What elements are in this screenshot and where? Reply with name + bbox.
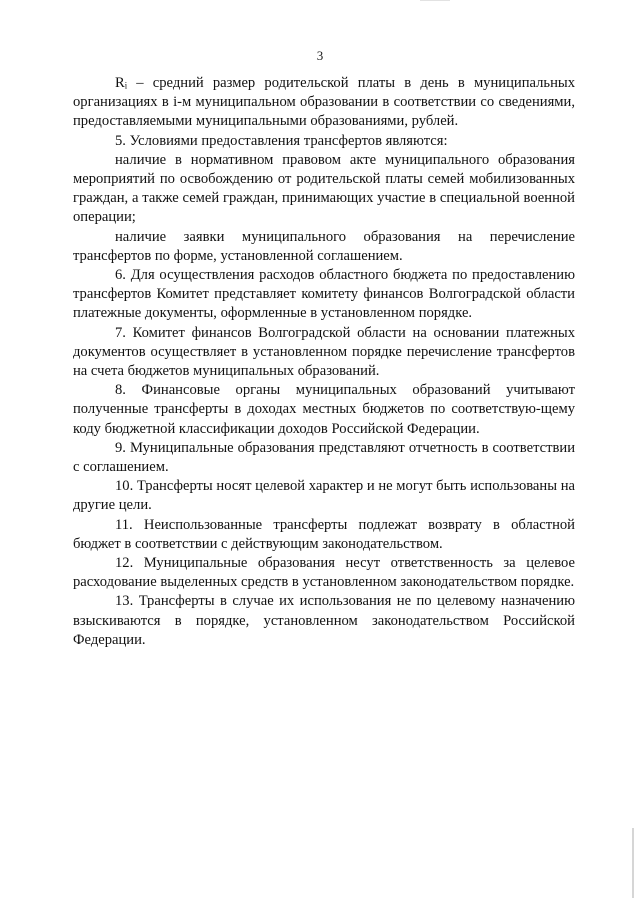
paragraph-condition-legal-act: наличие в нормативном правовом акте муниципального образования мероприятий по освобождению от родительской платы семей мобилизованных граждан, а также семей граждан, принимающих участие в специальной военной операции; <box>73 151 575 226</box>
scan-artifact-top <box>420 0 450 1</box>
paragraph-13: 13. Трансферты в случае их использования не по целевому назначению взыскиваются в порядке, установленном законодательством Российской Федерации. <box>73 593 575 648</box>
page-number: 3 <box>316 48 324 63</box>
paragraph-9: 9. Муниципальные образования представляют отчетность в соответствии с соглашением. <box>73 439 575 476</box>
paragraph-condition-application: наличие заявки муниципального образования на перечисление трансфертов по форме, установленной соглашением. <box>73 228 575 264</box>
paragraph-6: 6. Для осуществления расходов областного бюджета по предоставлению трансфертов Комитет представляет комитету финансов Волгоградской области платежные документы, оформленные в установленном порядке. <box>73 267 575 322</box>
paragraph-11: 11. Неиспользованные трансферты подлежат возврату в областной бюджет в соответствии с действующим законодательством. <box>73 516 575 552</box>
document-body <box>73 74 575 650</box>
paragraph-7: 7. Комитет финансов Волгоградской области на основании платежных документов осуществляет в установленном порядке перечисление трансфертов на счета бюджетов муниципальных образований. <box>73 324 575 380</box>
paragraph-5-conditions: 5. Условиями предоставления трансфертов являются: <box>115 132 448 149</box>
paragraph-8: 8. Финансовые органы муниципальных образований учитывают полученные трансферты в доходах местных бюджетов по соответствую-щему коду бюджетной классификации доходов Российской Федерации. <box>73 382 575 437</box>
paragraph-10: 10. Трансферты носят целевой характер и не могут быть использованы на другие цели. <box>73 478 575 514</box>
scan-artifact-edge <box>632 828 634 898</box>
paragraph-12: 12. Муниципальные образования несут ответственность за целевое расходование выделенных средств в установленном законодательством порядке. <box>73 555 575 591</box>
paragraph-ri-definition: Rᵢ – средний размер родительской платы в день в муниципальных организациях в i-м муниципальном образовании в соответствии со сведениями, предоставляемыми муниципальными образованиями, рублей. <box>73 75 575 130</box>
